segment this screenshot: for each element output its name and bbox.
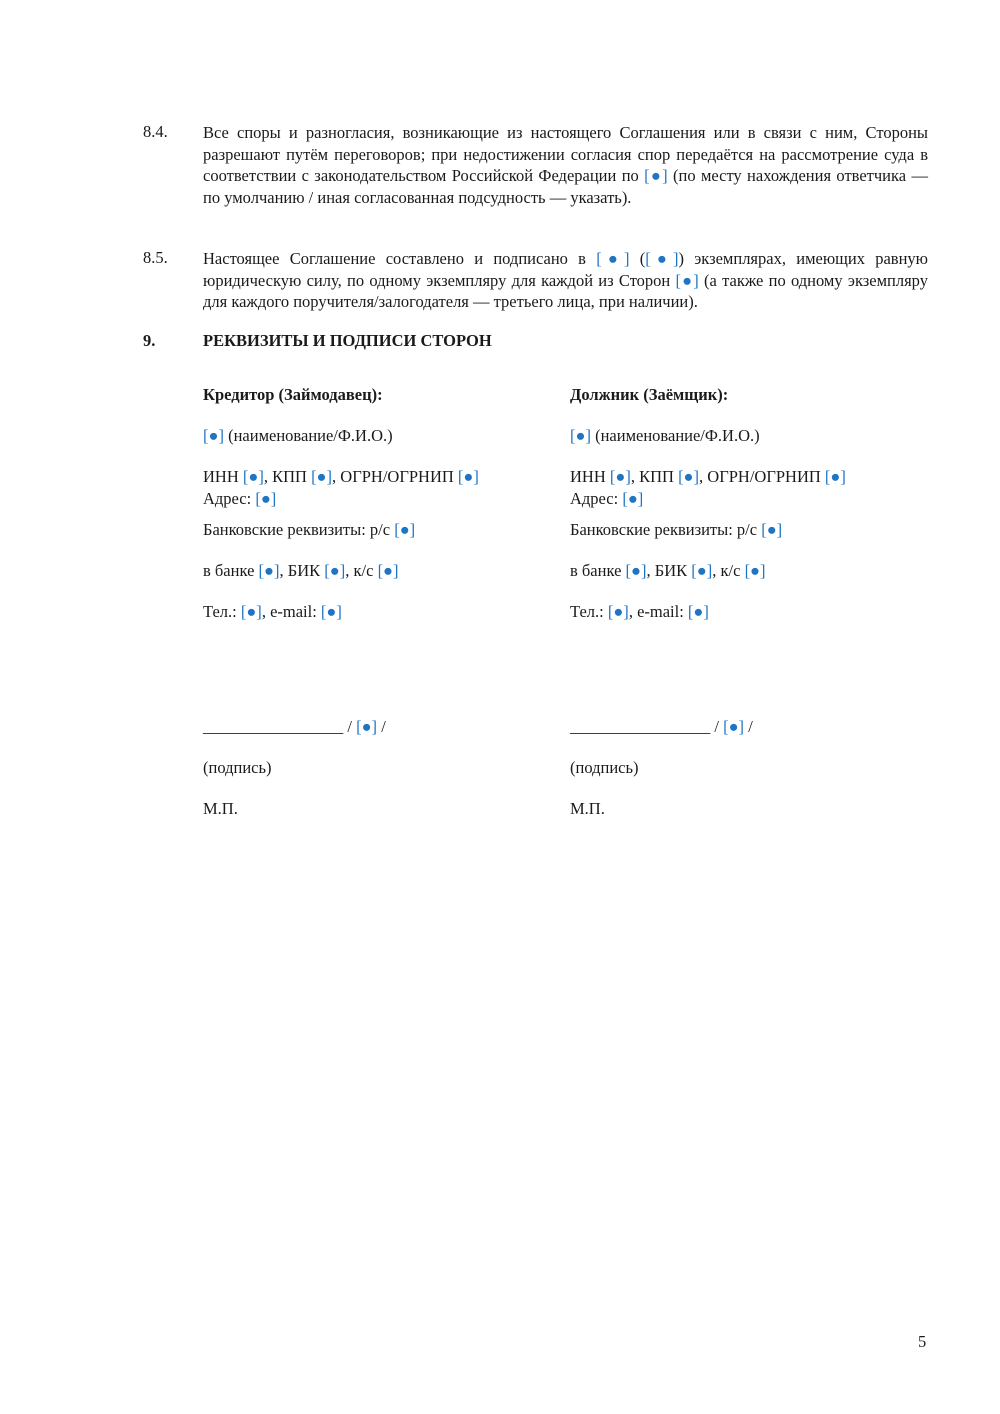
- page-number: 5: [918, 1332, 927, 1351]
- signature-caption: (подпись): [570, 758, 639, 777]
- registration-line: ИНН [●], КПП [●], ОГРН/ОГРНИП [●]: [203, 467, 479, 486]
- placeholder-marker: [●]: [645, 249, 679, 268]
- address-line: Адрес: [●]: [203, 489, 277, 508]
- clause-text: Все споры и разногласия, возникающие из настоящего Соглашения или в связи с ним, Стороны разрешают путём переговоров; при недостижении согласия спор передаётся на рассмотрение суда в соответствии с законодательством Российской Федерации по [●] (по месту нахождения ответчика — по умолчанию / иная согласованная подсудность — указать).: [203, 123, 928, 207]
- stamp-label: М.П.: [570, 799, 605, 818]
- party-title: Кредитор (Займодавец):: [203, 385, 383, 404]
- clause-number: 8.5.: [143, 248, 168, 267]
- bank-details-line: Банковские реквизиты: р/с [●]: [203, 520, 416, 539]
- signature-caption: (подпись): [203, 758, 272, 777]
- stamp-label: М.П.: [203, 799, 238, 818]
- address-line: Адрес: [●]: [570, 489, 644, 508]
- contact-line: Тел.: [●], e-mail: [●]: [203, 602, 342, 621]
- placeholder-marker: [●]: [675, 270, 699, 290]
- party-name-line: [●] (наименование/Ф.И.О.): [570, 426, 760, 445]
- section-number: 9.: [143, 331, 156, 350]
- clause-8-5: [143, 248, 928, 313]
- clause-number: 8.4.: [143, 122, 168, 141]
- registration-line: ИНН [●], КПП [●], ОГРН/ОГРНИП [●]: [570, 467, 846, 486]
- signature-line: _________________ / [●] /: [203, 717, 386, 736]
- party-title: Должник (Заёмщик):: [570, 385, 729, 404]
- clause-text: Настоящее Соглашение составлено и подписано в [●] ([●]) экземплярах, имеющих равную юридическую силу, по одному экземпляру для каждой из Сторон [●] (а также по одному экземпляру для каждого поручителя/залогодателя — третьего лица, при наличии).: [203, 249, 928, 311]
- placeholder-marker: [●]: [644, 166, 668, 185]
- placeholder-marker: [●]: [596, 249, 630, 268]
- signature-line: _________________ / [●] /: [570, 717, 753, 736]
- party-name-line: [●] (наименование/Ф.И.О.): [203, 426, 393, 445]
- section-title: РЕКВИЗИТЫ И ПОДПИСИ СТОРОН: [203, 331, 492, 350]
- bank-line: в банке [●], БИК [●], к/с [●]: [570, 561, 766, 580]
- bank-line: в банке [●], БИК [●], к/с [●]: [203, 561, 399, 580]
- contact-line: Тел.: [●], e-mail: [●]: [570, 602, 709, 621]
- clause-8-4: [143, 122, 928, 208]
- bank-details-line: Банковские реквизиты: р/с [●]: [570, 520, 783, 539]
